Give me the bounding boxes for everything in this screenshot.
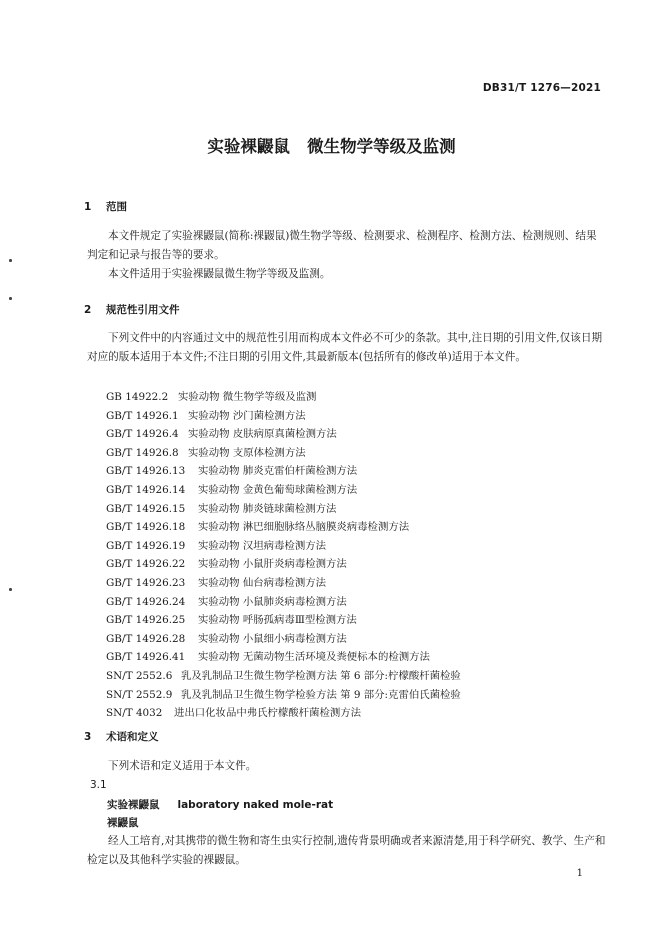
reference-item (106, 407, 461, 426)
reference-name: 实验动物 呼肠孤病毒Ⅲ型检测方法 (198, 614, 357, 627)
reference-code: GB/T 14926.15 (106, 502, 186, 515)
term-number: 3.1 (90, 779, 107, 791)
reference-code: GB/T 14926.41 (106, 651, 186, 664)
section-heading-scope (84, 199, 127, 214)
reference-item (106, 704, 461, 723)
reference-name: 实验动物 小鼠肺炎病毒检测方法 (198, 595, 347, 608)
reference-item (106, 648, 461, 667)
reference-code: SN/T 2552.6 (106, 669, 173, 682)
reference-item (106, 611, 461, 630)
reference-code: SN/T 2552.9 (106, 688, 173, 701)
reference-code: GB/T 14926.28 (106, 632, 186, 645)
section-heading-normative-references (84, 302, 180, 317)
reference-item (106, 518, 461, 537)
reference-name: 乳及乳制品卫生微生物学检测方法 第 6 部分:柠檬酸杆菌检验 (181, 669, 461, 682)
reference-item (106, 481, 461, 500)
reference-item (106, 593, 461, 612)
section-heading-terms (84, 729, 159, 744)
term-english: laboratory naked mole-rat (177, 799, 334, 811)
reference-item (106, 686, 461, 705)
reference-item (106, 500, 461, 519)
reference-name: 实验动物 小鼠细小病毒检测方法 (198, 632, 347, 645)
section-number: 3 (84, 731, 92, 743)
reference-name: 实验动物 淋巴细胞脉络丛脑膜炎病毒检测方法 (198, 521, 410, 534)
reference-name: 实验动物 小鼠肝炎病毒检测方法 (198, 558, 347, 571)
reference-name: 实验动物 微生物学等级及监测 (178, 391, 317, 403)
reference-name: 实验动物 无菌动物生活环境及粪便标本的检测方法 (198, 651, 430, 664)
references-intro-paragraph: 下列文件中的内容通过文中的规范性引用而构成本文件必不可少的条款。其中,注日期的引用文件,仅该日期对应的版本适用于本文件;不注日期的引用文件,其最新版本(包括所有的修改单)适用于本文件。 (87, 332, 603, 363)
reference-item (106, 462, 461, 481)
reference-list (106, 388, 461, 723)
reference-code: GB/T 14926.8 (106, 446, 179, 459)
page-number: 1 (576, 868, 583, 879)
reference-item (106, 444, 461, 463)
reference-name: 实验动物 肺炎克雷伯杆菌检测方法 (198, 465, 358, 478)
reference-name: 实验动物 支原体检测方法 (188, 446, 306, 459)
reference-item (106, 537, 461, 556)
section-title: 范围 (106, 201, 127, 213)
reference-name: 实验动物 肺炎链球菌检测方法 (198, 502, 337, 515)
standard-code: DB31/T 1276—2021 (482, 82, 601, 94)
document-title: 实验裸鼹鼠 微生物学等级及监测 (207, 137, 456, 156)
reference-code: GB/T 14926.1 (106, 409, 179, 422)
reference-name: 实验动物 金黄色葡萄球菌检测方法 (198, 483, 358, 496)
reference-code: GB/T 14926.22 (106, 558, 186, 571)
reference-code: GB/T 14926.4 (106, 428, 179, 441)
reference-name: 实验动物 皮肤病原真菌检测方法 (188, 428, 337, 441)
reference-code: GB/T 14926.24 (106, 595, 186, 608)
reference-code: GB/T 14926.23 (106, 576, 186, 589)
reference-code: GB/T 14926.18 (106, 521, 186, 534)
reference-code: GB/T 14926.19 (106, 539, 186, 552)
scan-speck (9, 588, 12, 591)
terms-intro-paragraph: 下列术语和定义适用于本文件。 (108, 760, 257, 772)
section-number: 2 (84, 304, 92, 316)
term-entry (107, 797, 333, 812)
reference-item (106, 667, 461, 686)
scope-paragraph-2: 本文件适用于实验裸鼹鼠微生物学等级及监测。 (108, 268, 331, 280)
term-synonym: 裸鼹鼠 (107, 817, 139, 829)
term-chinese: 实验裸鼹鼠 (107, 799, 160, 811)
reference-code: GB/T 14926.14 (106, 483, 186, 496)
reference-item (106, 425, 461, 444)
reference-code: GB/T 14926.25 (106, 614, 186, 627)
reference-item (106, 574, 461, 593)
reference-name: 实验动物 汉坦病毒检测方法 (198, 539, 326, 552)
reference-code: GB 14922.2 (106, 391, 169, 403)
scan-speck (9, 297, 12, 300)
scope-paragraph-1: 本文件规定了实验裸鼹鼠(简称:裸鼹鼠)微生物学等级、检测要求、检测程序、检测方法、检测规则、结果判定和记录与报告等的要求。 (87, 230, 597, 261)
scan-speck (9, 259, 12, 262)
reference-code: GB/T 14926.13 (106, 465, 186, 478)
term-definition: 经人工培育,对其携带的微生物和寄生虫实行控制,遗传背景明确或者来源清楚,用于科学研究、教学、生产和检定以及其他科学实验的裸鼹鼠。 (87, 835, 606, 866)
reference-item (106, 388, 461, 407)
reference-code: SN/T 4032 (106, 707, 163, 720)
reference-name: 进出口化妆品中弗氏柠檬酸杆菌检测方法 (174, 707, 362, 720)
reference-item (106, 555, 461, 574)
section-title: 规范性引用文件 (106, 304, 180, 316)
section-number: 1 (84, 201, 92, 213)
reference-name: 实验动物 沙门菌检测方法 (188, 409, 306, 422)
reference-item (106, 630, 461, 649)
reference-name: 乳及乳制品卫生微生物学检验方法 第 9 部分:克雷伯氏菌检验 (181, 688, 461, 701)
reference-name: 实验动物 仙台病毒检测方法 (198, 576, 326, 589)
section-title: 术语和定义 (106, 731, 159, 743)
